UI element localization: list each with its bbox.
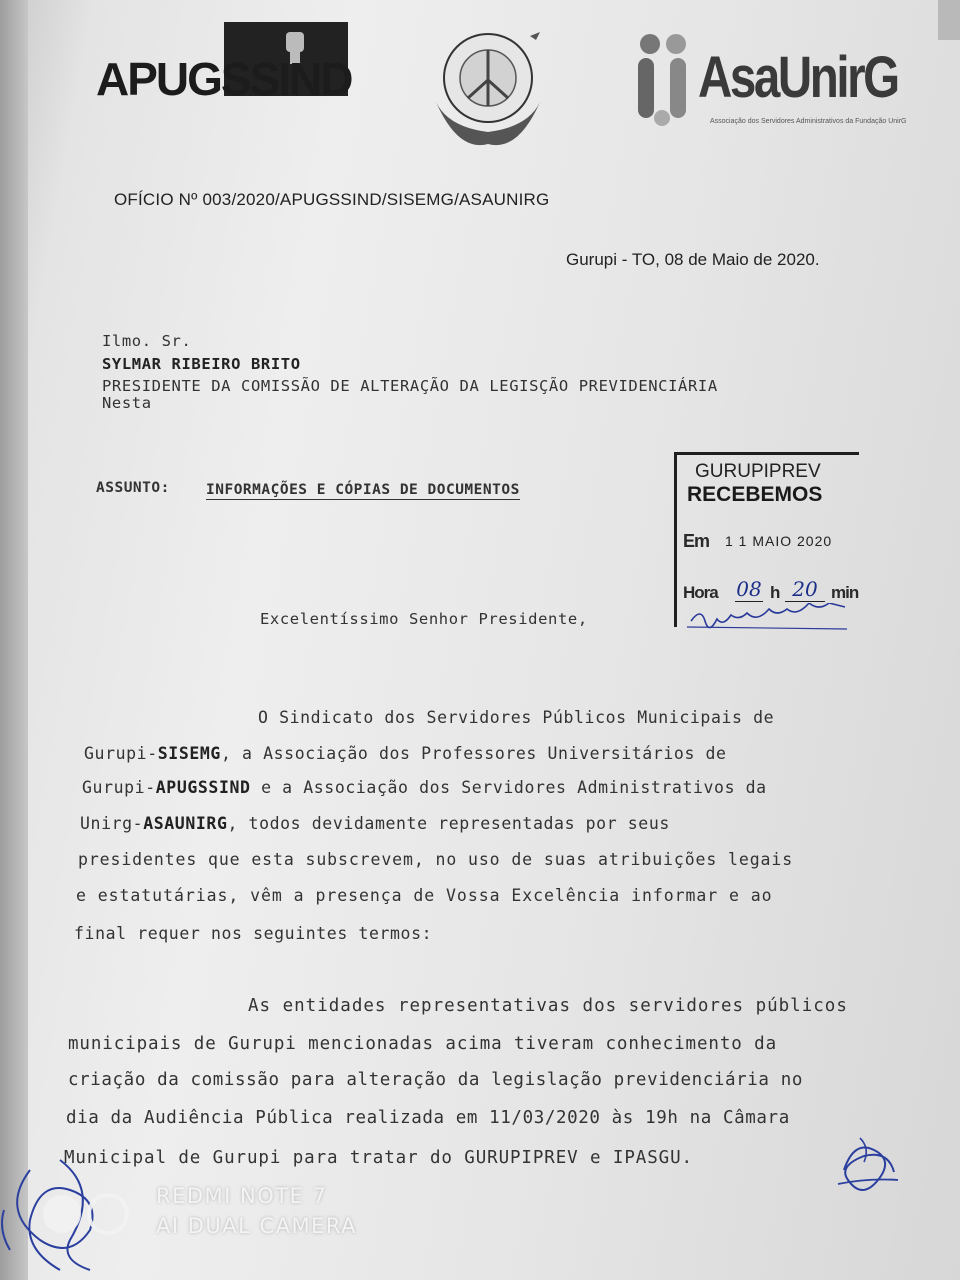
- paragraph1-line: Unirg-ASAUNIRG, todos devidamente representadas por seus: [80, 814, 670, 833]
- stamp-em-label: Em: [683, 531, 710, 551]
- paragraph2-line: municipais de Gurupi mencionadas acima tiveram conhecimento da: [68, 1034, 778, 1054]
- paper-edge: [0, 0, 28, 1280]
- stamp-hora-label: Hora: [683, 583, 718, 602]
- stamp-signature: [685, 603, 861, 633]
- addressee-name: SYLMAR RIBEIRO BRITO: [102, 355, 301, 373]
- asaunirg-logo: [636, 26, 907, 134]
- camera-watermark: [40, 1184, 370, 1244]
- received-stamp: [674, 452, 859, 627]
- asaunirg-wordmark: AsaUnirG: [698, 45, 898, 110]
- stamp-h-label: h: [770, 583, 781, 602]
- stamp-title: GURUPIPREV: [695, 461, 821, 482]
- paragraph2-line: dia da Audiência Pública realizada em 11/03/2020 às 19h na Câmara: [66, 1108, 790, 1128]
- paragraph1-line: Gurupi-SISEMG, a Associação dos Professores Universitários de: [84, 744, 727, 763]
- stamp-min-label: min: [831, 583, 859, 602]
- watermark-camera: AI DUAL CAMERA: [156, 1214, 358, 1238]
- addressee-location: Nesta: [102, 394, 152, 412]
- paragraph2-line: As entidades representativas dos servidores públicos: [248, 996, 848, 1016]
- paragraph1-line: e estatutárias, vêm a presença de Vossa Excelência informar e ao: [76, 886, 773, 905]
- addressee-role: PRESIDENTE DA COMISSÃO DE ALTERAÇÃO DA LEGISÇÃO PREVIDENCIÁRIA: [102, 377, 718, 395]
- stamp-hour: 08: [736, 577, 762, 601]
- stamp-subtitle: RECEBEMOS: [687, 483, 823, 506]
- paragraph1-line: Gurupi-APUGSSIND e a Associação dos Servidores Administrativos da: [82, 778, 767, 797]
- paragraph2-line: Municipal de Gurupi para tratar do GURUPIPREV e IPASGU.: [64, 1148, 693, 1168]
- oficio-number: OFÍCIO Nº 003/2020/APUGSSIND/SISEMG/ASAUNIRG: [114, 190, 550, 209]
- apugssind-logo: [96, 22, 352, 105]
- addressee-salutation: Ilmo. Sr.: [102, 332, 192, 350]
- subject-value: INFORMAÇÕES E CÓPIAS DE DOCUMENTOS: [206, 482, 520, 498]
- stamp-date: 1 1 MAIO 2020: [725, 533, 833, 549]
- right-initials-signature: [830, 1130, 910, 1200]
- asaunirg-subtitle: Associação dos Servidores Administrativos da Fundação UnirG: [710, 118, 907, 125]
- paragraph1-line: presidentes que esta subscrevem, no uso de suas atribuições legais: [78, 850, 794, 869]
- sisemg-seal: [418, 22, 558, 152]
- greeting: Excelentíssimo Senhor Presidente,: [260, 610, 588, 628]
- dual-camera-icon: [40, 1190, 136, 1238]
- apugssind-wordmark: APUGSSIND: [96, 53, 352, 105]
- asaunirg-symbol-icon: [636, 30, 696, 126]
- stamp-minute: 20: [785, 577, 825, 602]
- dateline: Gurupi - TO, 08 de Maio de 2020.: [566, 250, 820, 269]
- paragraph2-line: criação da comissão para alteração da legislação previdenciária no: [68, 1070, 803, 1090]
- paragraph1-line: final requer nos seguintes termos:: [74, 924, 433, 943]
- watermark-model: REDMI NOTE 7: [156, 1184, 328, 1208]
- subject-label: ASSUNTO:: [96, 480, 170, 496]
- paragraph1-line: O Sindicato dos Servidores Públicos Municipais de: [258, 708, 775, 727]
- corner-shadow: [938, 0, 960, 40]
